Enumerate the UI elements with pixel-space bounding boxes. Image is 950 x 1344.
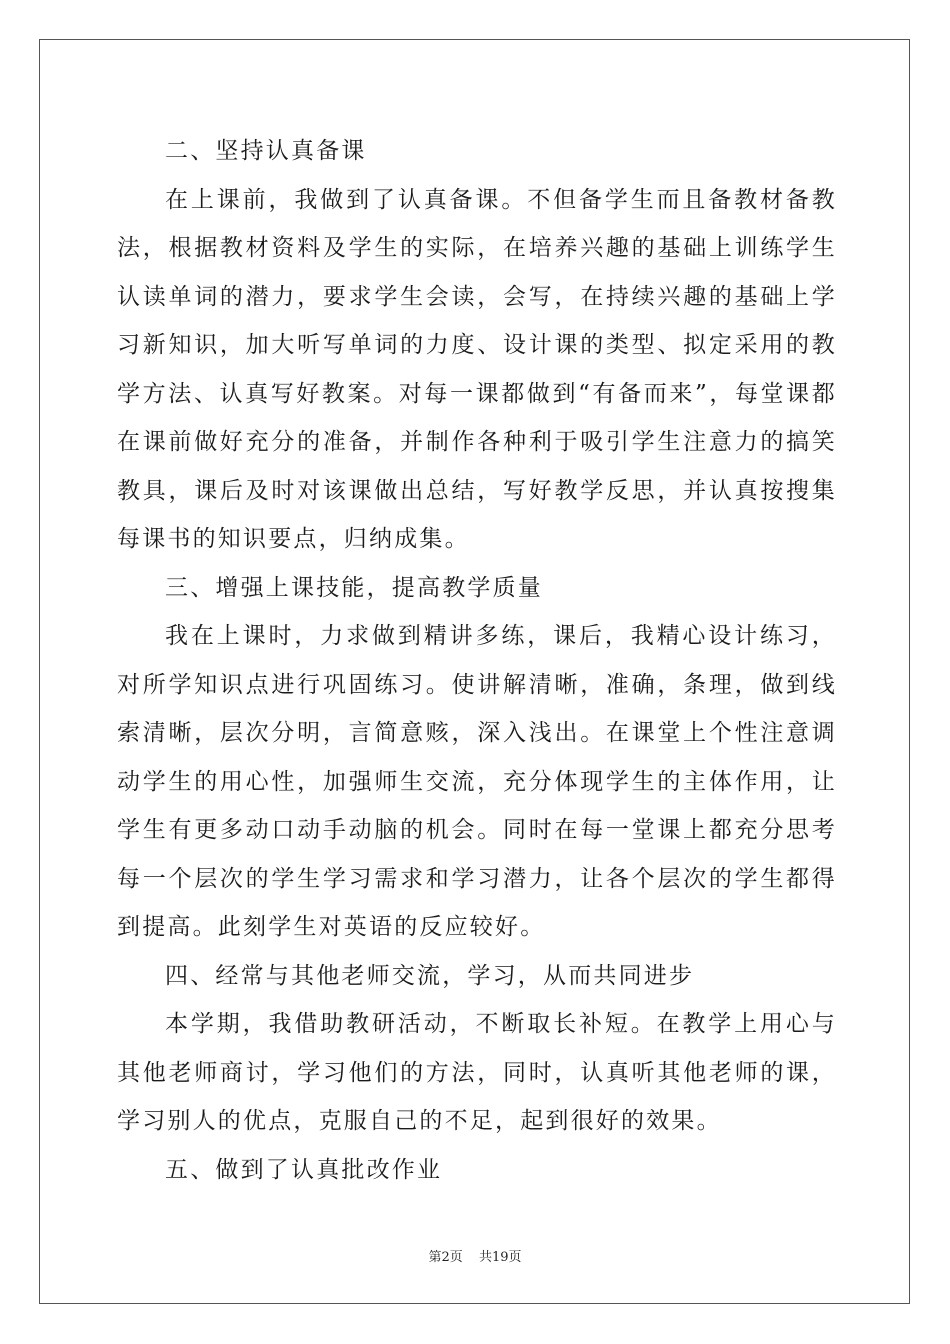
page-footer xyxy=(0,1246,950,1265)
document-body xyxy=(117,127,837,1194)
paragraph-lesson-prep: 在上课前，我做到了认真备课。不但备学生而且备教材备教法，根据教材资料及学生的实际，在培养兴趣的基础上训练学生认读单词的潜力，要求学生会读，会写，在持续兴趣的基础上学习新知识，加大听写单词的力度、设计课的类型、拟定采用的教学方法、认真写好教案。对每一课都做到“有备而来”，每堂课都在课前做好充分的准备，并制作各种利于吸引学生注意力的搞笑教具，课后及时对该课做出总结，写好教学反思，并认真按搜集每课书的知识要点，归纳成集。 xyxy=(117,186,837,552)
section-heading-4: 四、经常与其他老师交流，学习，从而共同进步 xyxy=(165,962,695,989)
section-heading-5: 五、做到了认真批改作业 xyxy=(165,1156,443,1183)
section-heading-2: 二、坚持认真备课 xyxy=(165,138,367,164)
page-total: 共19页 xyxy=(478,1250,522,1265)
paragraph-teaching-skills: 我在上课时，力求做到精讲多练，课后，我精心设计练习，对所学知识点进行巩固练习。使讲解清晰，准确，条理，做到线索清晰，层次分明，言简意赅，深入浅出。在课堂上个性注意调动学生的用心性，加强师生交流，充分体现学生的主体作用，让学生有更多动口动手动脑的机会。同时在每一堂课上都充分思考每一个层次的学生学习需求和学习潜力，让各个层次的学生都得到提高。此刻学生对英语的反应较好。 xyxy=(117,623,837,940)
section-heading-3: 三、增强上课技能，提高教学质量 xyxy=(165,574,543,601)
paragraph-peer-exchange: 本学期，我借助教研活动，不断取长补短。在教学上用心与其他老师商讨，学习他们的方法，同时，认真听其他老师的课，学习别人的优点，克服自己的不足，起到很好的效果。 xyxy=(117,1011,837,1134)
page-number: 第2页 xyxy=(428,1250,463,1265)
